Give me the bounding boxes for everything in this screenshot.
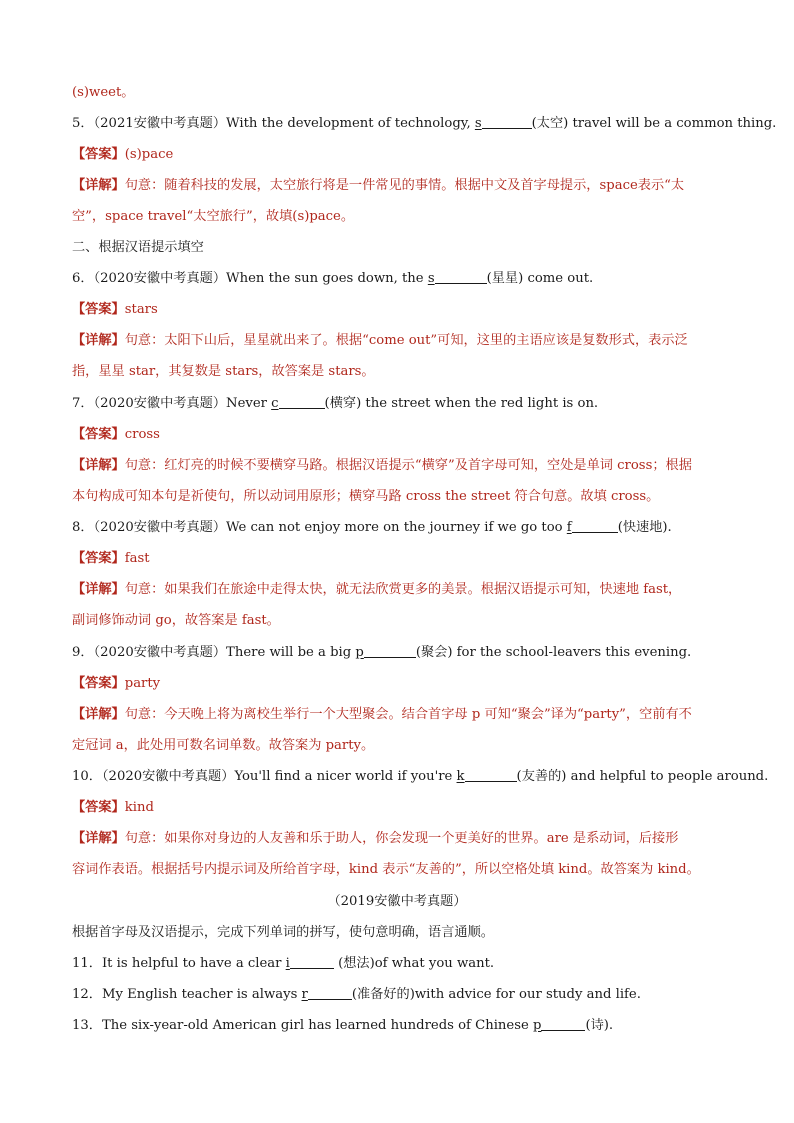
answer-text: fast [124, 551, 150, 566]
question-text: (星星) come out. [486, 271, 594, 286]
explanation-tag: 【详解】 [72, 707, 125, 722]
question-text: Never [226, 396, 272, 411]
question-text: It is helpful to have a clear [101, 956, 286, 971]
answer-blank [465, 767, 517, 782]
explanation-8 [72, 580, 722, 600]
answer-blank [572, 518, 618, 533]
answer-text: kind [124, 800, 154, 815]
explanation-text: 句意：太阳下山后，星星就出来了。根据“come out”可知，这里的主语应该是复数形式，表示泛 [124, 333, 688, 348]
question-text: (太空) travel will be a common thing. [531, 116, 777, 131]
explanation-5-cont [72, 207, 722, 227]
question-text: The six-year-old American girl has learned hundreds of Chinese [101, 1018, 533, 1033]
explanation-tag: 【详解】 [72, 582, 125, 597]
explanation-text: 句意：随着科技的发展，太空旅行将是一件常见的事情。根据中文及首字母提示，space表示“太 [124, 178, 685, 193]
answer-text: (s)weet。 [72, 85, 135, 100]
answer-text: (s)pace [124, 147, 174, 162]
initial-letter: s [474, 116, 482, 131]
section-title: （2019安徽中考真题） [327, 894, 467, 909]
question-9 [72, 643, 722, 663]
question-text: (快速地). [617, 520, 672, 535]
question-text: With the development of technology, [226, 116, 475, 131]
question-text: (准备好的)with advice for our study and life. [351, 987, 641, 1002]
question-source: （2020安徽中考真题） [93, 396, 227, 411]
answer-tag: 【答案】 [72, 800, 125, 815]
explanation-text: 本句构成可知本句是祈使句，所以动词用原形；横穿马路 cross the street 符合句意。故填 cross。 [72, 489, 660, 504]
answer-5 [72, 145, 722, 165]
question-5 [72, 114, 777, 134]
instruction-text: 根据首字母及汉语提示，完成下列单词的拼写，使句意明确，语言通顺。 [72, 925, 494, 940]
answer-8 [72, 549, 722, 569]
question-text: When the sun goes down, the [226, 271, 428, 286]
answer-text: cross [124, 427, 160, 442]
answer-tag: 【答案】 [72, 676, 125, 691]
initial-letter: s [427, 271, 435, 286]
question-number: 11． [72, 956, 102, 971]
explanation-text: 空”，space travel“太空旅行”，故填(s)pace。 [72, 209, 355, 224]
answer-blank [364, 643, 416, 658]
question-text: (聚会) for the school-leavers this evening. [415, 645, 692, 660]
initial-letter: c [271, 396, 279, 411]
explanation-7 [72, 456, 722, 476]
answer-6 [72, 300, 722, 320]
question-text: You'll find a nicer world if you're [234, 769, 457, 784]
question-source: （2020安徽中考真题） [93, 271, 227, 286]
question-8 [72, 518, 722, 538]
answer-9 [72, 674, 722, 694]
question-text: (想法)of what you want. [333, 956, 495, 971]
explanation-6 [72, 331, 722, 351]
initial-letter: p [532, 1018, 542, 1033]
question-number: 10． [72, 769, 102, 784]
question-text: There will be a big [226, 645, 356, 660]
answer-text: party [124, 676, 161, 691]
explanation-text: 句意：今天晚上将为离校生举行一个大型聚会。结合首字母 p 可知“聚会”译为“party”，空前有不 [124, 707, 692, 722]
answer-continuation [72, 83, 722, 103]
explanation-text: 容词作表语。根据括号内提示词及所给首字母，kind 表示“友善的”，所以空格处填 kind。故答案为 kind。 [72, 862, 700, 877]
answer-blank [290, 954, 334, 969]
question-number: 7． [72, 396, 94, 411]
question-13 [72, 1016, 722, 1036]
question-text: (友善的) and helpful to people around. [516, 769, 769, 784]
answer-tag: 【答案】 [72, 302, 125, 317]
question-source: （2020安徽中考真题） [93, 520, 227, 535]
answer-blank [482, 114, 532, 129]
question-number: 5． [72, 116, 94, 131]
question-number: 6． [72, 271, 94, 286]
question-source: （2020安徽中考真题） [101, 769, 235, 784]
question-source: （2020安徽中考真题） [93, 645, 227, 660]
explanation-9 [72, 705, 722, 725]
question-number: 8． [72, 520, 94, 535]
explanation-text: 句意：如果你对身边的人友善和乐于助人，你会发现一个更美好的世界。are 是系动词，后接形 [124, 831, 679, 846]
question-source: （2021安徽中考真题） [93, 116, 227, 131]
section-heading-2019 [72, 892, 722, 912]
question-12 [72, 985, 722, 1005]
section-heading [72, 238, 722, 258]
explanation-tag: 【详解】 [72, 333, 125, 348]
explanation-10 [72, 829, 722, 849]
explanation-text: 句意：如果我们在旅途中走得太快，就无法欣赏更多的美景。根据汉语提示可知，快速地 fast， [124, 582, 682, 597]
question-7 [72, 394, 722, 414]
question-number: 13． [72, 1018, 102, 1033]
question-text: (横穿) the street when the red light is on. [324, 396, 599, 411]
answer-blank [279, 394, 325, 409]
explanation-7-cont [72, 487, 722, 507]
explanation-tag: 【详解】 [72, 178, 125, 193]
explanation-tag: 【详解】 [72, 458, 125, 473]
answer-blank [435, 269, 487, 284]
answer-7 [72, 425, 722, 445]
answer-text: stars [124, 302, 158, 317]
answer-blank [541, 1016, 585, 1031]
answer-10 [72, 798, 722, 818]
instructions [72, 923, 722, 943]
explanation-text: 定冠词 a，此处用可数名词单数。故答案为 party。 [72, 738, 375, 753]
explanation-10-cont [72, 860, 722, 880]
explanation-6-cont [72, 362, 722, 382]
explanation-text: 指，星星 star，其复数是 stars，故答案是 stars。 [72, 364, 375, 379]
initial-letter: k [456, 769, 465, 784]
answer-tag: 【答案】 [72, 427, 125, 442]
explanation-text: 句意：红灯亮的时候不要横穿马路。根据汉语提示“横穿”及首字母可知，空处是单词 cross；根据 [124, 458, 692, 473]
answer-tag: 【答案】 [72, 551, 125, 566]
explanation-8-cont [72, 611, 722, 631]
initial-letter: f [566, 520, 572, 535]
question-number: 12． [72, 987, 102, 1002]
explanation-9-cont [72, 736, 722, 756]
question-text: We can not enjoy more on the journey if we go too [226, 520, 567, 535]
initial-letter: p [355, 645, 364, 660]
question-text: My English teacher is always [101, 987, 302, 1002]
question-10 [72, 767, 769, 787]
explanation-tag: 【详解】 [72, 831, 125, 846]
answer-tag: 【答案】 [72, 147, 125, 162]
initial-letter: r [301, 987, 308, 1002]
question-text: (诗). [585, 1018, 614, 1033]
explanation-5 [72, 176, 722, 196]
explanation-text: 副词修饰动词 go，故答案是 fast。 [72, 613, 280, 628]
question-11 [72, 954, 722, 974]
initial-letter: i [285, 956, 290, 971]
section-title: 二、根据汉语提示填空 [72, 240, 204, 255]
answer-blank [308, 985, 352, 1000]
question-number: 9． [72, 645, 94, 660]
question-6 [72, 269, 722, 289]
